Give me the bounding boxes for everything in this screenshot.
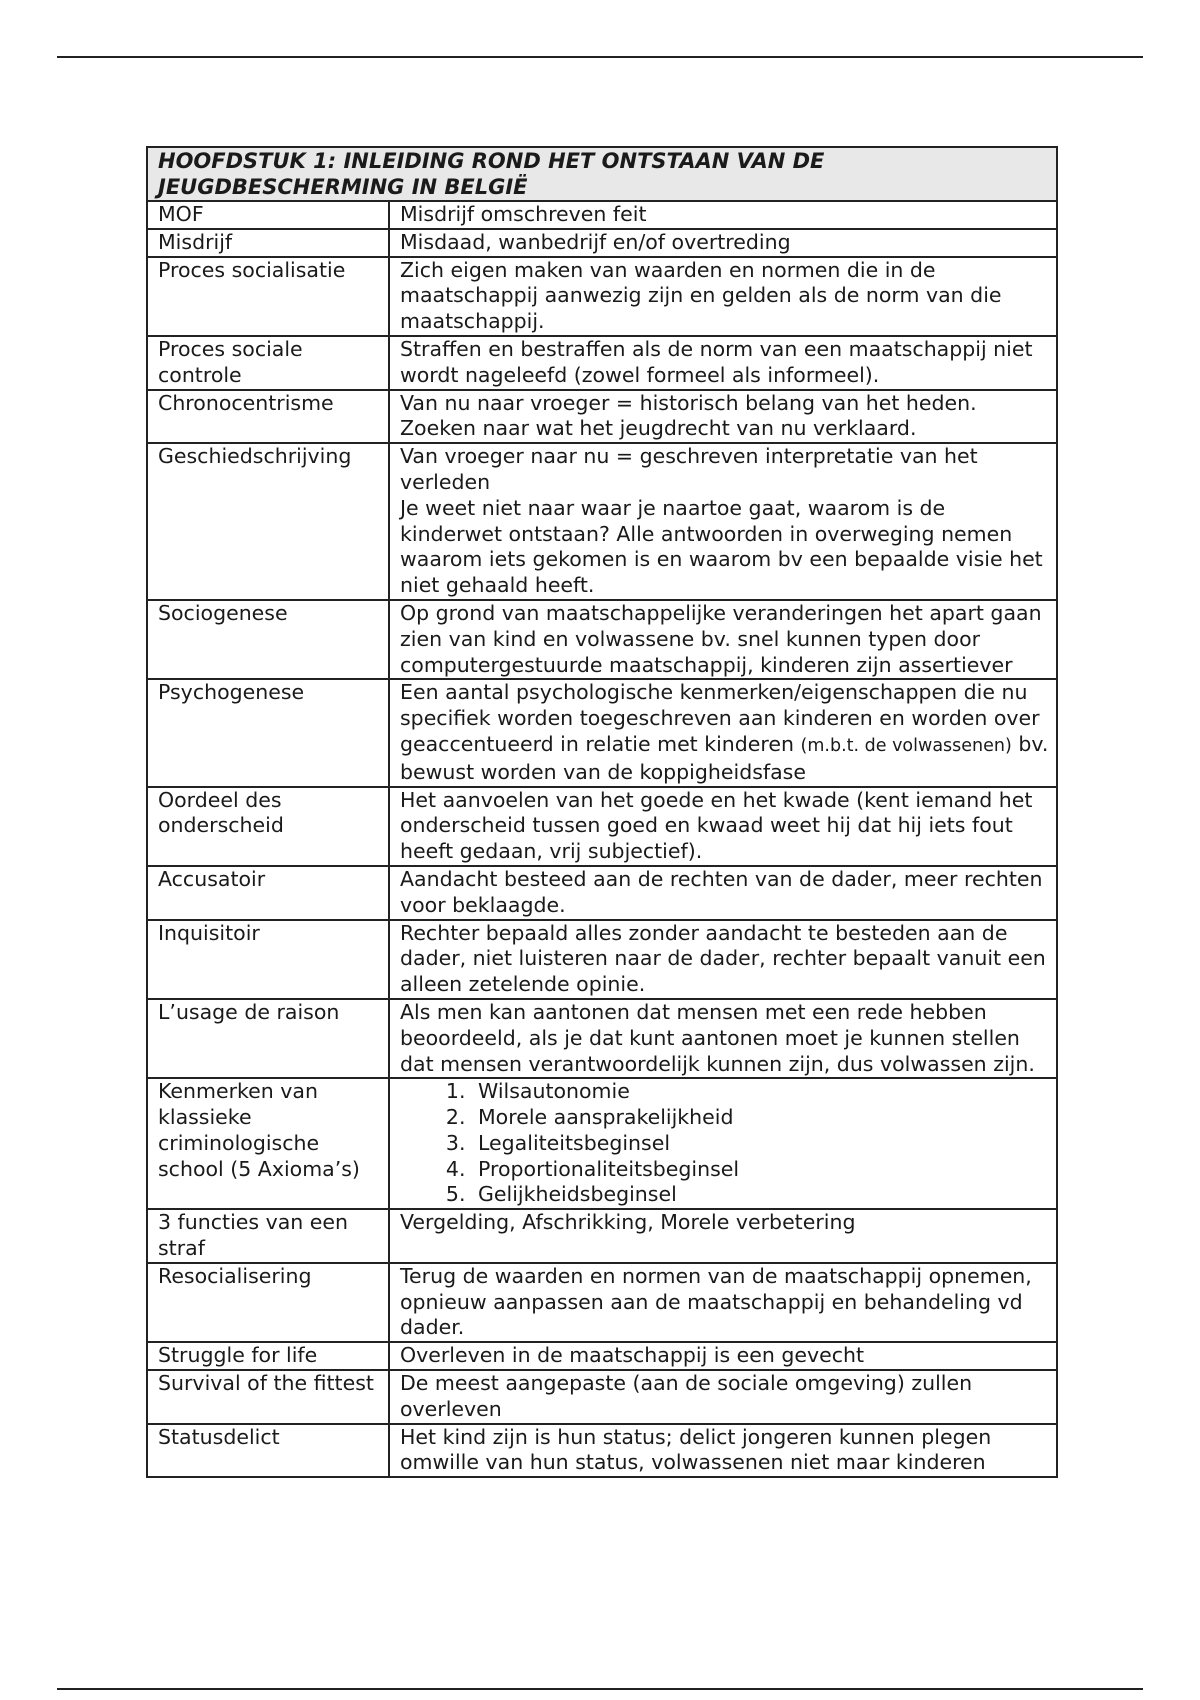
table-row	[147, 390, 1057, 444]
definition-text: Een aantal psychologische kenmerken/eigenschappen die nu specifiek worden toegeschreven aan kinderen en worden over geaccentueerd in relatie met kinderen	[400, 680, 1040, 756]
term-cell: Psychogenese	[147, 679, 389, 786]
table-row	[147, 229, 1057, 257]
table-row	[147, 866, 1057, 920]
definition-cell: Het kind zijn is hun status; delict jongeren kunnen plegen omwille van hun status, volwassenen niet maar kinderen	[389, 1424, 1057, 1478]
definition-cell: Aandacht besteed aan de rechten van de dader, meer rechten voor beklaagde.	[389, 866, 1057, 920]
definition-line: Van vroeger naar nu = geschreven interpretatie van het verleden	[400, 444, 978, 494]
definition-cell: Overleven in de maatschappij is een gevecht	[389, 1342, 1057, 1370]
table-header-row	[147, 147, 1057, 201]
definition-cell: Het aanvoelen van het goede en het kwade (kent iemand het onderscheid tussen goed en kwaad weet hij dat hij iets fout heeft gedaan, vrij subjectief).	[389, 787, 1057, 866]
definition-cell: Misdaad, wanbedrijf en/of overtreding	[389, 229, 1057, 257]
table-row	[147, 1078, 1057, 1209]
term-cell: Kenmerken van klassieke criminologische school (5 Axioma’s)	[147, 1078, 389, 1209]
definition-cell	[389, 679, 1057, 786]
definition-cell: Terug de waarden en normen van de maatschappij opnemen, opnieuw aanpassen aan de maatschappij en behandeling vd dader.	[389, 1263, 1057, 1342]
definition-cell: Vergelding, Afschrikking, Morele verbetering	[389, 1209, 1057, 1263]
chapter-heading: HOOFDSTUK 1: INLEIDING ROND HET ONTSTAAN VAN DE JEUGDBESCHERMING IN BELGIË	[147, 147, 1057, 201]
table-row	[147, 1342, 1057, 1370]
term-cell: Resocialisering	[147, 1263, 389, 1342]
term-cell: Geschiedschrijving	[147, 443, 389, 600]
term-cell: Oordeel des onderscheid	[147, 787, 389, 866]
definition-cell: Als men kan aantonen dat mensen met een rede hebben beoordeeld, als je dat kunt aantonen moet je kunnen stellen dat mensen verantwoordelijk kunnen zijn, dus volwassen zijn.	[389, 999, 1057, 1078]
definition-line: Zoeken naar wat het jeugdrecht van nu verklaard.	[400, 416, 917, 441]
table-row	[147, 1370, 1057, 1424]
definition-cell: De meest aangepaste (aan de sociale omgeving) zullen overleven	[389, 1370, 1057, 1424]
table-row	[147, 787, 1057, 866]
table-row	[147, 201, 1057, 229]
term-cell: Chronocentrisme	[147, 390, 389, 444]
term-cell: Statusdelict	[147, 1424, 389, 1478]
list-item: 1. Wilsautonomie	[472, 1079, 1052, 1105]
definition-cell: Misdrijf omschreven feit	[389, 201, 1057, 229]
table-row	[147, 1263, 1057, 1342]
header-rule	[57, 56, 1143, 58]
table-row	[147, 600, 1057, 679]
table-row	[147, 336, 1057, 390]
term-cell: Accusatoir	[147, 866, 389, 920]
term-cell: Struggle for life	[147, 1342, 389, 1370]
table-row	[147, 1209, 1057, 1263]
definition-cell	[389, 390, 1057, 444]
term-cell: Sociogenese	[147, 600, 389, 679]
definition-cell: Op grond van maatschappelijke veranderingen het apart gaan zien van kind en volwassene bv. snel kunnen typen door computergestuurde maatschappij, kinderen zijn assertiever	[389, 600, 1057, 679]
table-row	[147, 257, 1057, 336]
definition-cell	[389, 1078, 1057, 1209]
definition-line: Van nu naar vroeger = historisch belang van het heden.	[400, 390, 977, 415]
term-cell: Misdrijf	[147, 229, 389, 257]
glossary-table	[146, 146, 1058, 1478]
definition-cell	[389, 443, 1057, 600]
list-item: 2. Morele aansprakelijkheid	[472, 1105, 1052, 1131]
list-item: 3. Legaliteitsbeginsel	[472, 1131, 1052, 1157]
axioma-list	[400, 1079, 1052, 1208]
list-item: 4. Proportionaliteitsbeginsel	[472, 1157, 1052, 1183]
definition-aside: (m.b.t. de volwassenen)	[800, 735, 1012, 756]
table-row	[147, 999, 1057, 1078]
table-row	[147, 1424, 1057, 1478]
definition-cell: Zich eigen maken van waarden en normen die in de maatschappij aanwezig zijn en gelden als de norm van die maatschappij.	[389, 257, 1057, 336]
table-row	[147, 920, 1057, 999]
list-item: 5. Gelijkheidsbeginsel	[472, 1182, 1052, 1208]
term-cell: L’usage de raison	[147, 999, 389, 1078]
definition-text: bv. bewust worden van de koppigheidsfase	[400, 731, 1049, 784]
footer-rule	[57, 1688, 1143, 1690]
table-row	[147, 679, 1057, 786]
definition-line: Je weet niet naar waar je naartoe gaat, waarom is de kinderwet ontstaan? Alle antwoorden in overweging nemen waarom iets gekomen is en waarom bv een bepaalde visie het niet gehaald heeft.	[400, 495, 1043, 598]
term-cell: Proces socialisatie	[147, 257, 389, 336]
term-cell: Survival of the fittest	[147, 1370, 389, 1424]
term-cell: 3 functies van een straf	[147, 1209, 389, 1263]
term-cell: Proces sociale controle	[147, 336, 389, 390]
term-cell: MOF	[147, 201, 389, 229]
term-cell: Inquisitoir	[147, 920, 389, 999]
table-row	[147, 443, 1057, 600]
definition-cell: Straffen en bestraffen als de norm van een maatschappij niet wordt nageleefd (zowel formeel als informeel).	[389, 336, 1057, 390]
definition-cell: Rechter bepaald alles zonder aandacht te besteden aan de dader, niet luisteren naar de dader, rechter bepaalt vanuit een alleen zetelende opinie.	[389, 920, 1057, 999]
